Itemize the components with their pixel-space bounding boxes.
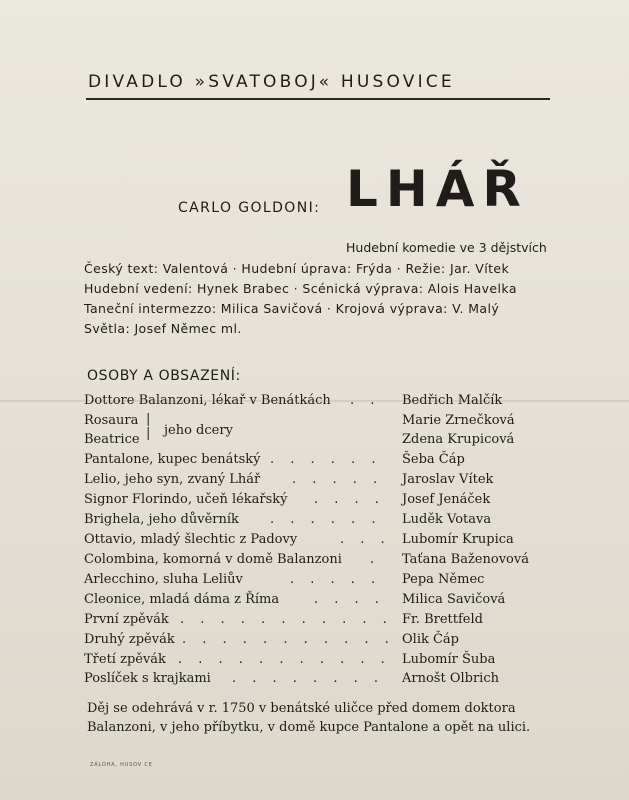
leader-dots: . . .	[340, 532, 391, 547]
leader-dots: . . . . . .	[270, 512, 382, 527]
setting-note: Děj se odehrává v r. 1750 v benátské uličce před domem doktora	[87, 701, 516, 716]
leader-dots: . . . . . .	[270, 452, 382, 467]
cast-role: Ottavio, mladý šlechtic z Padovy	[84, 532, 298, 547]
play-author: CARLO GOLDONI:	[178, 200, 321, 216]
leader-dots: .	[370, 552, 381, 567]
cast-role: Poslíček s krajkami	[84, 671, 211, 686]
sisters-brace: | |	[146, 412, 151, 441]
cast-role: Druhý zpěvák	[84, 632, 175, 647]
cast-actor: Bedřich Malčík	[402, 393, 503, 408]
cast-role: Dottore Balanzoni, lékař v Benátkách	[84, 393, 331, 408]
leader-dots: . . . . . . . . . . .	[180, 612, 393, 627]
cast-actor: Milica Savičová	[402, 592, 506, 607]
play-genre: Hudební komedie ve 3 dějstvích	[346, 240, 547, 255]
credit-line: Hudební vedení: Hynek Brabec · Scénická výprava: Alois Havelka	[84, 281, 517, 296]
leader-dots: . . . . . . . . . . .	[182, 632, 395, 647]
credit-line: Světla: Josef Němec ml.	[84, 321, 242, 336]
leader-dots: . . . . .	[290, 572, 382, 587]
cast-role: Cleonice, mladá dáma z Říma	[84, 592, 280, 607]
cast-role: První zpěvák	[84, 612, 169, 627]
cast-actor: Šeba Čáp	[402, 452, 465, 467]
cast-actor: Josef Jenáček	[402, 492, 491, 507]
leader-dots: . . . .	[314, 492, 385, 507]
cast-actor: Fr. Brettfeld	[402, 612, 483, 627]
cast-actor: Arnošt Olbrich	[402, 671, 499, 686]
cast-actor: Pepa Němec	[402, 572, 485, 587]
cast-role: Signor Florindo, učeň lékařský	[84, 492, 288, 507]
cast-heading: OSOBY A OBSAZENÍ:	[87, 368, 241, 384]
printer-mark: ZÁLOHA, HUSOV CE	[90, 762, 153, 768]
cast-role: Rosaura	[84, 413, 139, 428]
setting-note: Balanzoni, v jeho příbytku, v domě kupce Pantalone a opět na ulici.	[87, 720, 531, 735]
cast-role: Třetí zpěvák	[84, 652, 166, 667]
cast-actor: Olik Čáp	[402, 632, 460, 647]
leader-dots: . . . . . . . . . . .	[178, 652, 391, 667]
cast-role: Colombina, komorná v domě Balanzoni	[84, 552, 342, 567]
leader-dots: . . . .	[314, 592, 385, 607]
credit-line: Taneční intermezzo: Milica Savičová · Krojová výprava: V. Malý	[84, 301, 500, 316]
cast-actor: Lubomír Šuba	[402, 652, 496, 667]
cast-actor: Zdena Krupicová	[402, 432, 515, 447]
theatre-name: DIVADLO »SVATOBOJ« HUSOVICE	[88, 72, 455, 92]
cast-role: Pantalone, kupec benátský	[84, 452, 261, 467]
cast-actor: Luděk Votava	[402, 512, 492, 527]
cast-role: Arlecchino, sluha Leliův	[84, 572, 243, 587]
play-title: LHÁŘ	[346, 160, 529, 218]
cast-role: Brighela, jeho důvěrník	[84, 512, 239, 527]
leader-dots: . . . . . . . .	[232, 671, 384, 686]
header-rule	[86, 98, 550, 100]
sisters-label: jeho dcery	[164, 423, 233, 438]
leader-dots: . . . . .	[292, 472, 384, 487]
cast-actor: Marie Zrnečková	[402, 413, 515, 428]
cast-actor: Jaroslav Vítek	[402, 472, 494, 487]
cast-actor: Taťana Baženovová	[402, 552, 529, 567]
cast-role: Beatrice	[84, 432, 140, 447]
cast-role: Lelio, jeho syn, zvaný Lhář	[84, 472, 261, 487]
leader-dots: . .	[350, 393, 381, 408]
credit-line: Český text: Valentová · Hudební úprava: Frýda · Režie: Jar. Vítek	[84, 261, 510, 276]
cast-actor: Lubomír Krupica	[402, 532, 514, 547]
